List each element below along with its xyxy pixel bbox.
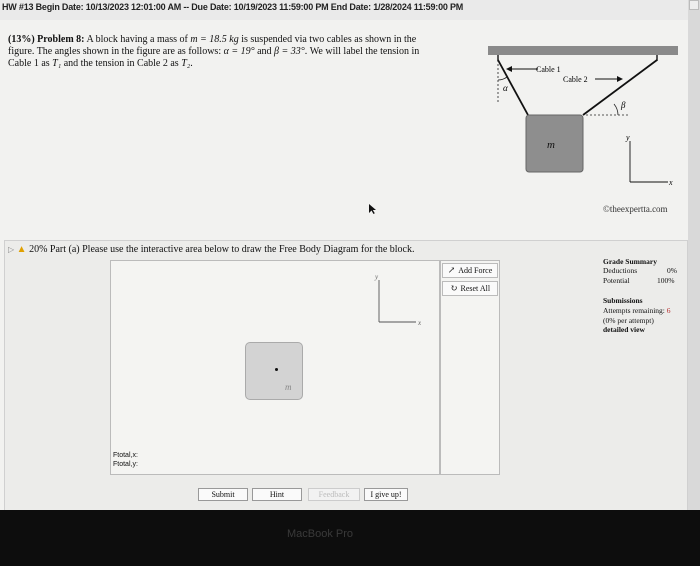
cable-2: [583, 60, 657, 115]
ftotal-y-label: Ftotal,y:: [113, 461, 138, 468]
feedback-button[interactable]: Feedback: [308, 488, 360, 501]
problem-and: and: [257, 46, 272, 57]
problem-text-b: is suspended via two cables as shown in the figure. The angles shown in the figure are as follows:: [8, 34, 417, 57]
figure-mass-label: m: [547, 139, 555, 151]
vertical-scrollbar[interactable]: [688, 0, 700, 510]
fbd-x-label: x: [418, 319, 422, 327]
problem-percent: (13%): [8, 34, 35, 45]
figure-x-label: x: [669, 178, 673, 187]
assignment-dates-header: HW #13 Begin Date: 10/13/2023 12:01:00 AM -- Due Date: 10/19/2023 11:59:00 PM End Date: 1/28/2024 11:59:00 PM: [0, 0, 688, 20]
t2-symbol: T₂: [181, 58, 191, 69]
problem-text-d: and the tension in Cable 2 as: [63, 58, 179, 69]
laptop-bezel-label: MacBook Pro: [286, 528, 354, 540]
deductions-value: 0%: [667, 266, 677, 275]
reset-icon: ↻: [449, 283, 458, 293]
part-a-title: [8, 244, 414, 255]
attempts-value: 6: [666, 306, 671, 315]
problem-figure: [488, 44, 688, 214]
warning-icon: ▲: [16, 244, 27, 255]
part-a-title-text: 20% Part (a) Please use the interactive area below to draw the Free Body Diagram for the block.: [29, 244, 415, 255]
alpha-label: α: [503, 83, 508, 93]
beta-value: β = 33°: [274, 46, 305, 57]
problem-text-a: A block having a mass of: [86, 34, 188, 45]
add-force-arrow-icon: ↗: [447, 265, 456, 275]
alpha-value: α = 19°: [223, 46, 255, 57]
potential-row: [603, 276, 675, 285]
submit-button[interactable]: Submit: [198, 488, 248, 501]
ftotal-x-label: Ftotal,x:: [113, 452, 138, 459]
problem-label: Problem 8:: [37, 34, 85, 45]
potential-value: 100%: [657, 276, 675, 285]
beta-label: β: [621, 100, 626, 110]
scrollbar-thumb[interactable]: [689, 0, 699, 10]
fbd-block-center-dot: [275, 368, 278, 371]
problem-end: .: [190, 58, 193, 69]
problem-statement: [8, 34, 438, 70]
figure-credit: ©theexpertta.com: [603, 204, 668, 214]
deductions-label: Deductions: [603, 266, 638, 275]
reset-all-label: Reset All: [460, 284, 491, 293]
submissions-title: Submissions: [603, 296, 643, 305]
fbd-mass-label: m: [285, 382, 292, 392]
potential-label: Potential: [603, 276, 630, 285]
attempts-label: Attempts remaining:: [603, 306, 665, 315]
hint-button[interactable]: Hint: [252, 488, 302, 501]
add-force-button[interactable]: [442, 263, 498, 278]
ceiling-beam: [488, 46, 678, 55]
detailed-view-link[interactable]: detailed view: [603, 325, 645, 334]
deductions-row: [603, 266, 677, 275]
mass-value: m = 18.5 kg: [190, 34, 239, 45]
fbd-axes: [370, 270, 430, 330]
collapse-arrow-icon[interactable]: ▷: [8, 245, 15, 254]
cable-1-label: Cable 1: [536, 65, 561, 74]
t1-symbol: T₁: [52, 58, 62, 69]
fbd-block[interactable]: [245, 342, 303, 400]
attempts-row: [603, 306, 671, 315]
reset-all-button[interactable]: [442, 281, 498, 296]
mouse-cursor-icon: [369, 204, 377, 214]
figure-y-label: y: [626, 133, 630, 142]
problem-text-c: . We will label the tension in Cable 1 as: [8, 46, 420, 69]
per-attempt-note: (0% per attempt): [603, 316, 654, 325]
grade-summary-title: Grade Summary: [603, 257, 657, 266]
give-up-button[interactable]: I give up!: [364, 488, 408, 501]
fbd-y-label: y: [375, 273, 379, 281]
cable-2-label: Cable 2: [563, 75, 588, 84]
add-force-label: Add Force: [458, 266, 493, 275]
